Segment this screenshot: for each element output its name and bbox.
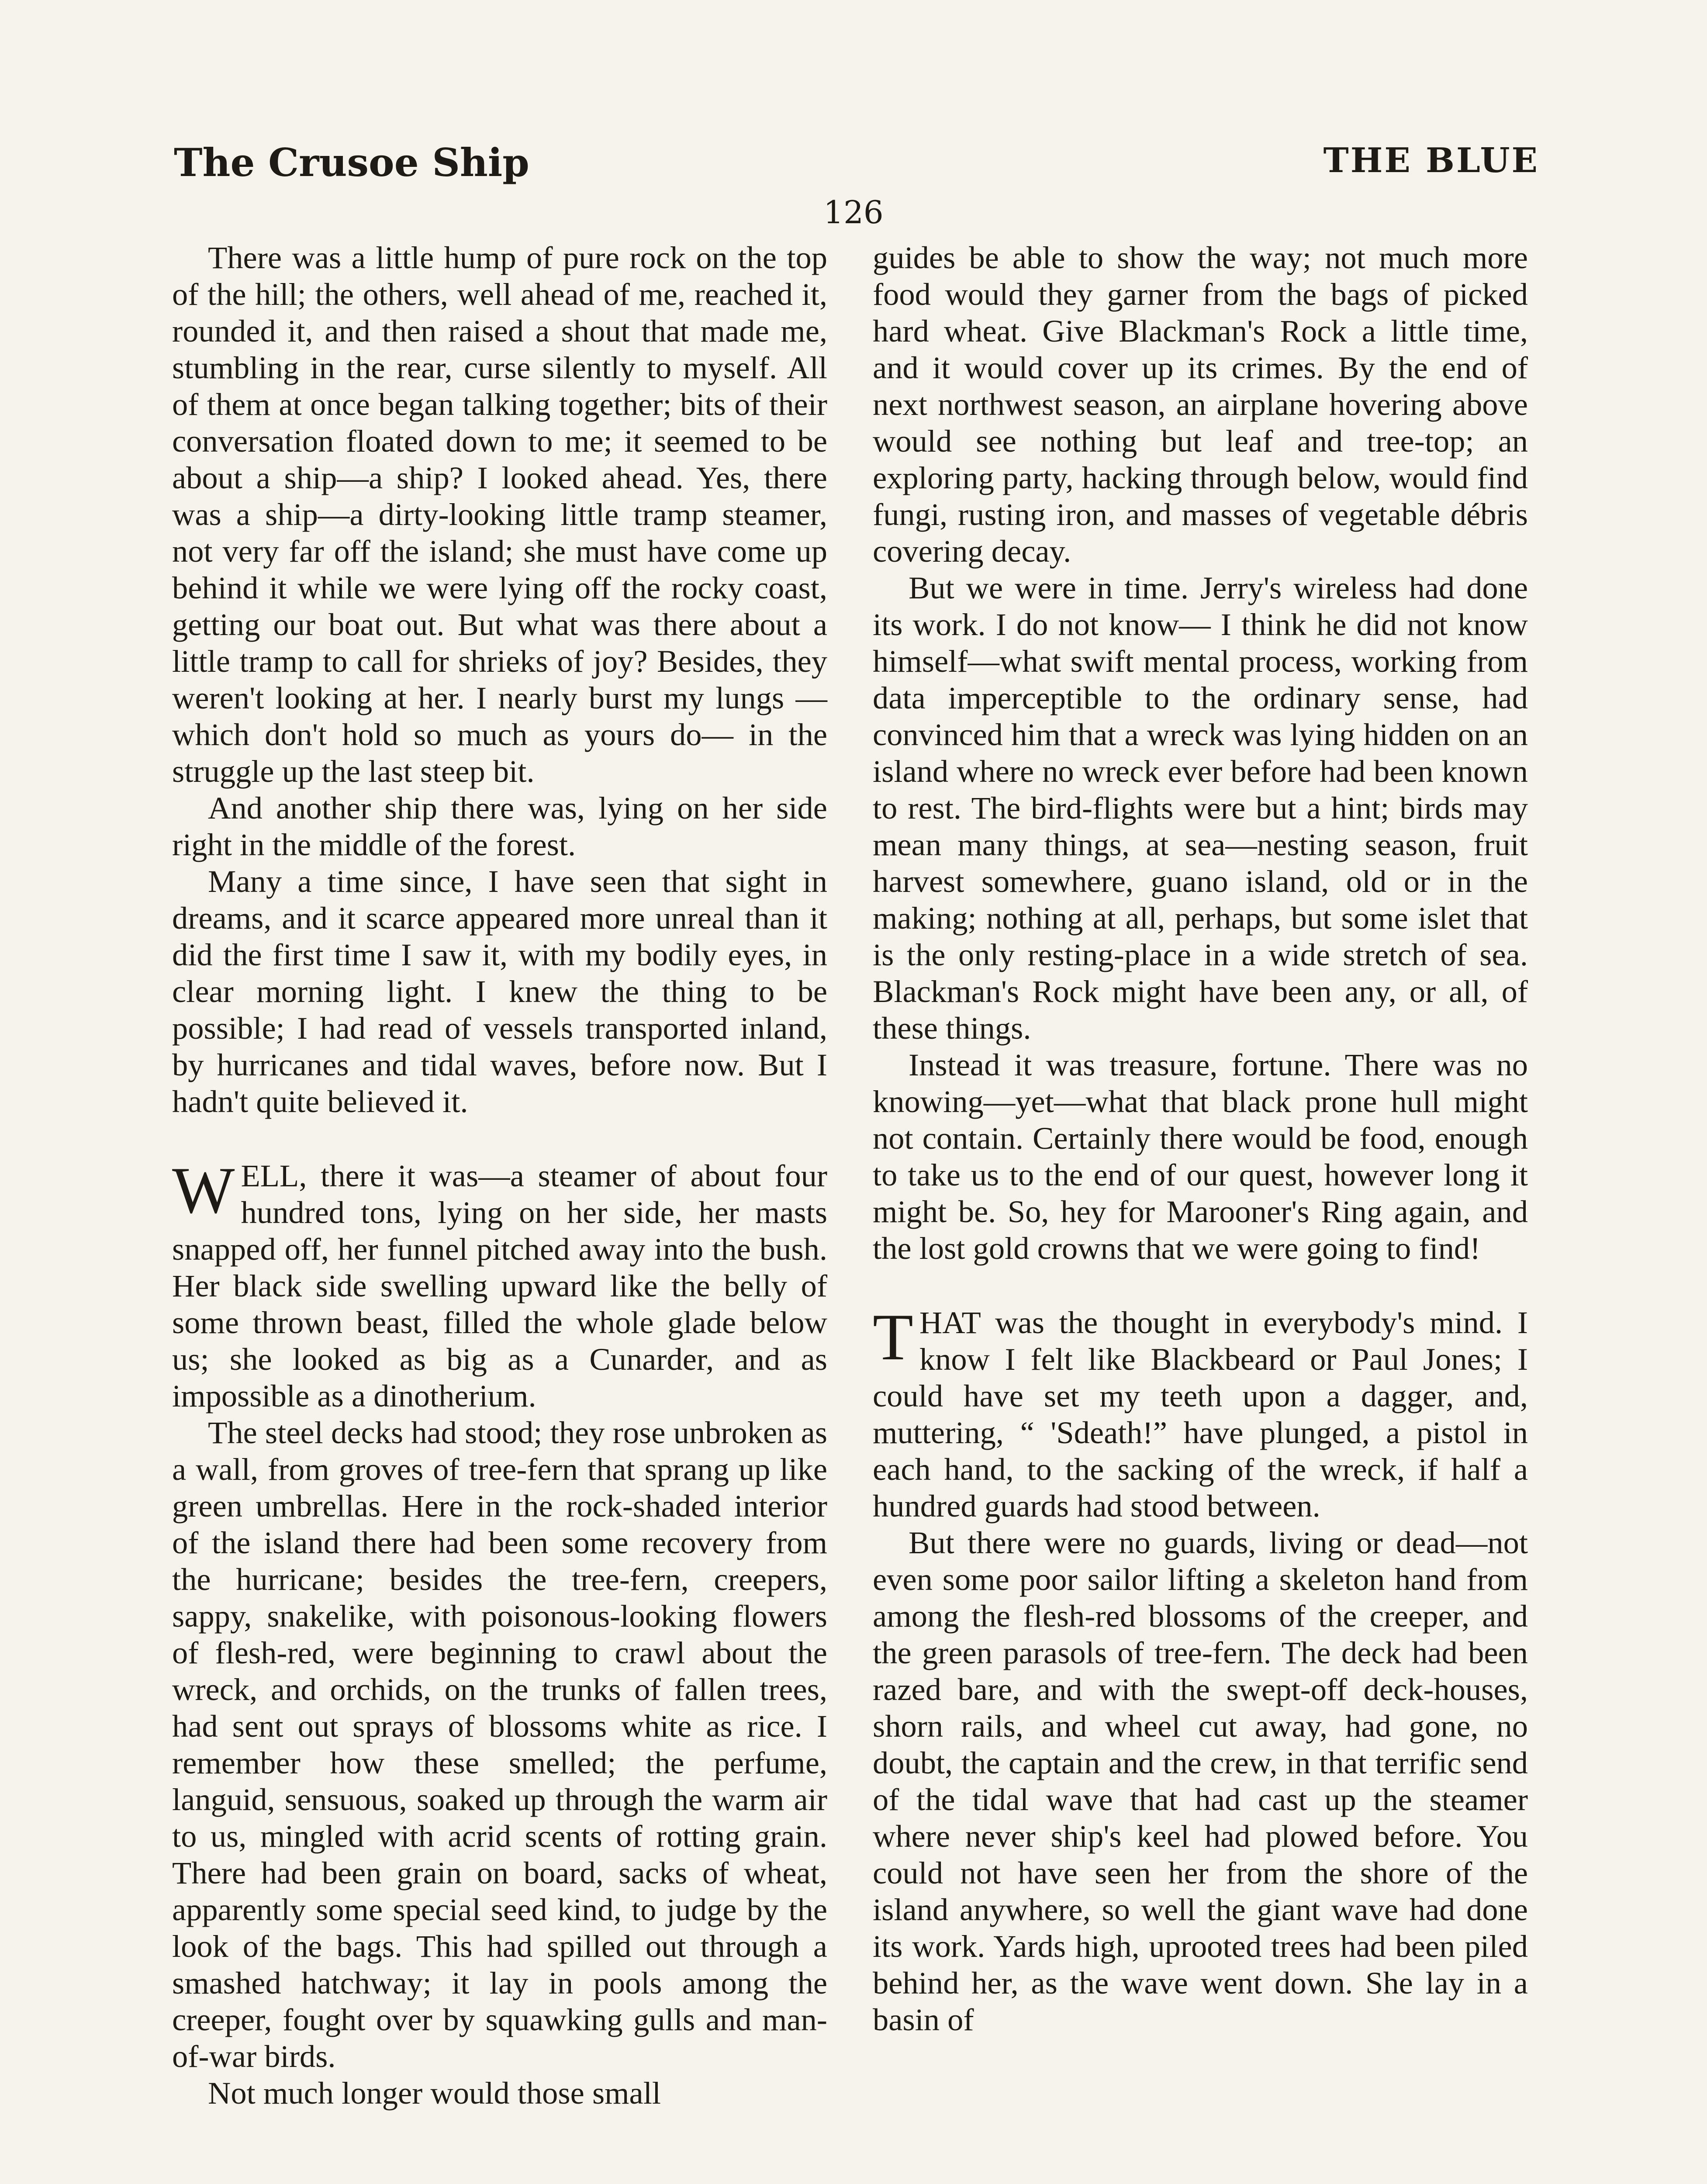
section-opening-paragraph <box>172 1154 827 1414</box>
small-caps-lead: ELL, <box>241 1158 307 1193</box>
paragraph: guides be able to show the way; not much more food would they garner from the bags of picked hard wheat. Give Blackman's Rock a little time, and it would cover up its crimes. By the end of next northwest season, an airplane hovering above would see nothing but leaf and tree-top; an exploring party, hacking through below, would find fungi, rusting iron, and masses of vegetable débris covering decay. <box>873 240 1528 569</box>
paragraph: Not much longer would those small <box>208 2075 661 2111</box>
drop-cap: W <box>172 1154 235 1227</box>
page-number: 126 <box>823 194 884 231</box>
section-opening-paragraph <box>873 1300 1528 1524</box>
paragraph: There was a little hump of pure rock on the top of the hill; the others, well ahead of me, reached it, rounded it, and then raised a shout that made me, stumbling in the rear, curse silently to myself. All of them at once began talking together; bits of their conversation floated down to me; it seemed to be about a ship—a ship? I looked ahead. Yes, there was a ship—a dirty-looking little tramp steamer, not very far off the island; she must have come up behind it while we were lying off the rocky coast, getting our boat out. But what was there about a little tramp to call for shrieks of joy? Besides, they weren't looking at her. I nearly burst my lungs —which don't hold so much as yours do— in the struggle up the last steep bit. <box>172 240 827 789</box>
paragraph: But we were in time. Jerry's wireless had done its work. I do not know— I think he did not know himself—what swift mental process, working from data imperceptible to the ordinary sense, had convinced him that a wreck was lying hidden on an island where no wreck ever before had been known to rest. The bird-flights were but a hint; birds may mean many things, at sea—nesting season, fruit harvest somewhere, guano island, old or in the making; nothing at all, perhaps, but some islet that is the only resting-place in a wide stretch of sea. Blackman's Rock might have been any, or all, of these things. <box>873 570 1528 1046</box>
small-caps-lead: HAT <box>919 1305 981 1340</box>
paragraph: And another ship there was, lying on her side right in the middle of the forest. <box>172 790 827 862</box>
drop-cap: T <box>873 1300 913 1374</box>
paragraph-text: there it was—a steamer of about four hundred tons, lying on her side, her masts snapped off, her funnel pitched away into the bush. Her black side swelling upward like the belly of some thrown beast, filled the whole glade below us; she looked as big as a Cunarder, and as impossible as a dinotherium. <box>172 1158 827 1413</box>
magazine-name: THE BLUE <box>1323 141 1539 180</box>
paragraph: The steel decks had stood; they rose unbroken as a wall, from groves of tree-fern that sprang up like green umbrellas. Here in the rock-shaded interior of the island there had been some recovery from the hurricane; besides the tree-fern, creepers, sappy, snakelike, with poisonous-looking flowers of flesh-red, were beginning to crawl about the wreck, and orchids, on the trunks of fallen trees, had sent out sprays of blossoms white as rice. I remember how these smelled; the perfume, languid, sensuous, soaked up through the warm air to us, mingled with acrid scents of rotting grain. There had been grain on board, sacks of wheat, apparently some special seed kind, to judge by the look of the bags. This had spilled out through a smashed hatchway; it lay in pools among the creeper, fought over by squawking gulls and man-of-war birds. <box>172 1415 827 2074</box>
paragraph: But there were no guards, living or dead—not even some poor sailor lifting a skeleton hand from among the flesh-red blossoms of the creeper, and the green parasols of tree-fern. The deck had been razed bare, and with the swept-off deck-houses, shorn rails, and wheel cut away, had gone, no doubt, the captain and the crew, in that terrific send of the tidal wave that had cast up the steamer where never ship's keel had plowed before. You could not have seen her from the shore of the island anywhere, so well the giant wave had done its work. Yards high, uprooted trees had been piled behind her, as the wave went down. She lay in a basin of <box>873 1525 1528 2037</box>
running-title: The Crusoe Ship <box>174 140 529 185</box>
left-column <box>172 239 827 2111</box>
paragraph: Many a time since, I have seen that sight in dreams, and it scarce appeared more unreal than it did the first time I saw it, with my bodily eyes, in clear morning light. I knew the thing to be possible; I had read of vessels transported inland, by hurricanes and tidal waves, before now. But I hadn't quite believed it. <box>172 864 827 1119</box>
paragraph-text: was the thought in everybody's mind. I know I felt like Blackbeard or Paul Jones; I could have set my teeth upon a dagger, and, muttering, “ 'Sdeath!” have plunged, a pistol in each hand, to the sacking of the wreck, if half a hundred guards had stood between. <box>873 1305 1528 1524</box>
paragraph: Instead it was treasure, fortune. There was no knowing—yet—what that black prone hull might not contain. Certainly there would be food, enough to take us to the end of our quest, however long it might be. So, hey for Marooner's Ring again, and the lost gold crowns that we were going to find! <box>873 1047 1528 1266</box>
right-column <box>873 239 1528 2038</box>
